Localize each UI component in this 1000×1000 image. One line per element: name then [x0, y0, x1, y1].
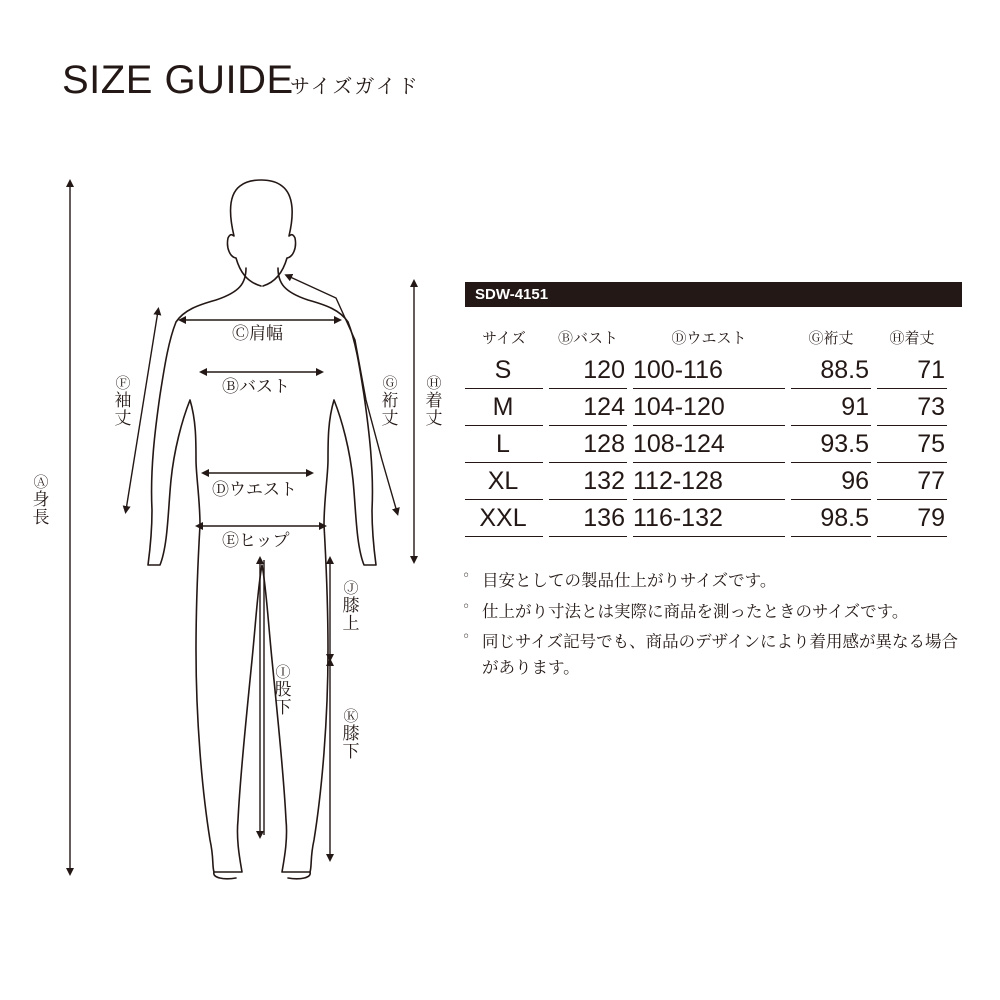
cell-length: 75	[877, 426, 947, 463]
bullet-icon: ◦	[462, 598, 471, 615]
cell-size: L	[465, 426, 543, 463]
cell-waist: 104-120	[633, 389, 785, 426]
above-knee-label-text: 膝上	[342, 595, 360, 635]
length-label-text: 着丈	[425, 390, 443, 430]
note-item	[462, 629, 972, 680]
above-knee-label-mark: Ⓙ	[343, 579, 359, 597]
product-code-bar: SDW-4151	[465, 282, 962, 307]
above-knee-label	[340, 580, 362, 634]
yuki-label	[379, 375, 401, 429]
cell-bust: 120	[549, 352, 627, 389]
cell-bust: 124	[549, 389, 627, 426]
table-row	[465, 426, 947, 463]
cell-bust: 132	[549, 463, 627, 500]
table-row	[465, 352, 947, 389]
cell-waist: 100-116	[633, 352, 785, 389]
header-bust: Ⓑバスト	[557, 328, 618, 347]
hip-label: Ⓔヒップ	[222, 531, 290, 551]
note-item	[462, 568, 982, 594]
cell-yuki: 91	[791, 389, 871, 426]
height-label	[30, 474, 52, 528]
cell-bust: 136	[549, 500, 627, 537]
bullet-icon: ◦	[462, 629, 471, 646]
table-row	[465, 463, 947, 500]
below-knee-label-text: 膝下	[342, 723, 360, 763]
inseam-label-text: 股下	[274, 679, 292, 719]
cell-length: 79	[877, 500, 947, 537]
table-row	[465, 389, 947, 426]
cell-yuki: 96	[791, 463, 871, 500]
sleeve-label	[112, 375, 134, 429]
table-row	[465, 500, 947, 537]
height-label-mark: Ⓐ	[33, 473, 49, 491]
shoulder-label: Ⓒ肩幅	[232, 324, 283, 344]
header-yuki: Ⓖ裄丈	[808, 328, 854, 347]
height-label-text: 身長	[32, 489, 50, 529]
size-notes	[462, 568, 982, 685]
cell-size: M	[465, 389, 543, 426]
bullet-icon: ◦	[462, 568, 471, 584]
cell-bust: 128	[549, 426, 627, 463]
header-waist: Ⓓウエスト	[671, 328, 747, 347]
cell-length: 71	[877, 352, 947, 389]
cell-waist: 108-124	[633, 426, 785, 463]
note-text: 目安としての製品仕上がりサイズです。	[482, 571, 777, 590]
cell-size: XL	[465, 463, 543, 500]
length-label	[423, 375, 445, 429]
header-length: Ⓗ着丈	[889, 328, 935, 347]
length-label-mark: Ⓗ	[426, 374, 442, 392]
cell-length: 77	[877, 463, 947, 500]
bust-label: Ⓑバスト	[222, 377, 290, 397]
cell-size: XXL	[465, 500, 543, 537]
cell-yuki: 88.5	[791, 352, 871, 389]
page-subtitle: サイズガイド	[290, 74, 420, 98]
note-text: 同じサイズ記号でも、商品のデザインにより着用感が異なる場合があります。	[482, 632, 959, 677]
cell-waist: 112-128	[633, 463, 785, 500]
sleeve-label-mark: Ⓕ	[115, 374, 131, 392]
cell-yuki: 98.5	[791, 500, 871, 537]
body-silhouette	[148, 180, 376, 879]
note-item	[462, 599, 982, 625]
yuki-label-text: 裄丈	[381, 390, 399, 430]
size-table	[465, 322, 947, 537]
note-text: 仕上がり寸法とは実際に商品を測ったときのサイズです。	[482, 601, 909, 621]
inseam-label	[272, 664, 294, 718]
page-title: SIZE GUIDE	[62, 58, 294, 102]
inseam-label-mark: Ⓘ	[275, 663, 291, 681]
waist-label: Ⓓウエスト	[212, 480, 297, 500]
header-size: サイズ	[482, 328, 526, 347]
cell-size: S	[465, 352, 543, 389]
sleeve-label-text: 袖丈	[114, 390, 132, 430]
size-table-header	[465, 322, 947, 352]
cell-length: 73	[877, 389, 947, 426]
yuki-label-mark: Ⓖ	[382, 374, 398, 392]
cell-waist: 116-132	[633, 500, 785, 537]
below-knee-label-mark: Ⓚ	[343, 707, 359, 725]
below-knee-label	[340, 708, 362, 762]
cell-yuki: 93.5	[791, 426, 871, 463]
